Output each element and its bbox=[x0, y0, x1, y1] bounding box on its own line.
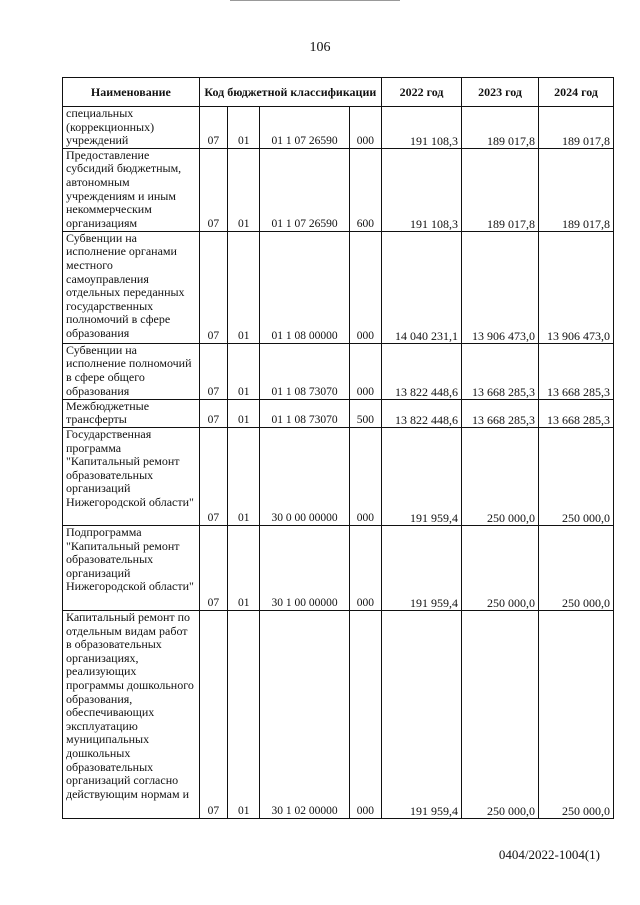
row-name: Межбюджетные трансферты bbox=[63, 399, 200, 427]
row-target: 01 1 08 73070 bbox=[260, 399, 349, 427]
row-target: 30 0 00 00000 bbox=[260, 427, 349, 525]
page-number: 106 bbox=[309, 40, 331, 55]
row-type: 000 bbox=[349, 610, 381, 818]
row-2024: 189 017,8 bbox=[539, 107, 614, 149]
row-section: 07 bbox=[199, 231, 227, 343]
row-name: специальных (коррекционных) учреждений bbox=[63, 107, 200, 149]
scan-artifact-line bbox=[230, 0, 400, 1]
row-type: 000 bbox=[349, 525, 381, 610]
row-2024: 13 668 285,3 bbox=[539, 399, 614, 427]
row-type: 000 bbox=[349, 231, 381, 343]
row-section: 07 bbox=[199, 107, 227, 149]
row-2024: 250 000,0 bbox=[539, 427, 614, 525]
row-subsection: 01 bbox=[228, 107, 260, 149]
row-section: 07 bbox=[199, 148, 227, 231]
row-2023: 250 000,0 bbox=[462, 427, 539, 525]
row-2023: 189 017,8 bbox=[462, 148, 539, 231]
table-row bbox=[63, 610, 614, 818]
row-target: 30 1 00 00000 bbox=[260, 525, 349, 610]
row-2022: 13 822 448,6 bbox=[382, 399, 462, 427]
row-subsection: 01 bbox=[228, 231, 260, 343]
row-section: 07 bbox=[199, 399, 227, 427]
row-2022: 191 108,3 bbox=[382, 148, 462, 231]
row-name: Государственная программа "Капитальный ремонт образовательных организаций Нижегородской области" bbox=[63, 427, 200, 525]
row-name: Предоставление субсидий бюджетным, автономным учреждениям и иным некоммерческим организациям bbox=[63, 148, 200, 231]
row-type: 000 bbox=[349, 427, 381, 525]
budget-table bbox=[62, 77, 614, 819]
row-target: 01 1 07 26590 bbox=[260, 148, 349, 231]
row-2023: 250 000,0 bbox=[462, 610, 539, 818]
header-code: Код бюджетной классификации bbox=[199, 78, 381, 107]
row-2024: 13 668 285,3 bbox=[539, 343, 614, 399]
row-subsection: 01 bbox=[228, 343, 260, 399]
row-subsection: 01 bbox=[228, 427, 260, 525]
row-2022: 191 959,4 bbox=[382, 610, 462, 818]
row-2024: 250 000,0 bbox=[539, 525, 614, 610]
row-type: 600 bbox=[349, 148, 381, 231]
row-section: 07 bbox=[199, 343, 227, 399]
header-name: Наименование bbox=[63, 78, 200, 107]
row-subsection: 01 bbox=[228, 610, 260, 818]
row-name: Подпрограмма "Капитальный ремонт образовательных организаций Нижегородской области" bbox=[63, 525, 200, 610]
table-row bbox=[63, 525, 614, 610]
row-type: 500 bbox=[349, 399, 381, 427]
row-target: 01 1 08 73070 bbox=[260, 343, 349, 399]
row-2022: 14 040 231,1 bbox=[382, 231, 462, 343]
table-row bbox=[63, 427, 614, 525]
row-subsection: 01 bbox=[228, 399, 260, 427]
row-target: 01 1 08 00000 bbox=[260, 231, 349, 343]
table-header-row bbox=[63, 78, 614, 107]
document-code: 0404/2022-1004(1) bbox=[498, 847, 600, 862]
row-2022: 191 959,4 bbox=[382, 525, 462, 610]
row-2024: 250 000,0 bbox=[539, 610, 614, 818]
row-subsection: 01 bbox=[228, 525, 260, 610]
row-name: Капитальный ремонт по отдельным видам работ в образовательных организациях, реализующих программы дошкольного образования, обеспечивающих эксплуатацию муниципальных дошкольных образовательных организаций согласно действующим нормам и bbox=[63, 610, 200, 818]
table-row bbox=[63, 231, 614, 343]
row-name: Субвенции на исполнение органами местного самоуправления отдельных переданных государственных полномочий в сфере образования bbox=[63, 231, 200, 343]
row-section: 07 bbox=[199, 610, 227, 818]
table-row bbox=[63, 107, 614, 149]
row-name: Субвенции на исполнение полномочий в сфере общего образования bbox=[63, 343, 200, 399]
header-2023: 2023 год bbox=[462, 78, 539, 107]
row-section: 07 bbox=[199, 427, 227, 525]
row-2022: 191 108,3 bbox=[382, 107, 462, 149]
row-type: 000 bbox=[349, 343, 381, 399]
table-row bbox=[63, 148, 614, 231]
row-2022: 191 959,4 bbox=[382, 427, 462, 525]
row-target: 01 1 07 26590 bbox=[260, 107, 349, 149]
row-target: 30 1 02 00000 bbox=[260, 610, 349, 818]
header-2022: 2022 год bbox=[382, 78, 462, 107]
row-2023: 13 668 285,3 bbox=[462, 343, 539, 399]
row-type: 000 bbox=[349, 107, 381, 149]
row-2023: 250 000,0 bbox=[462, 525, 539, 610]
row-2023: 13 906 473,0 bbox=[462, 231, 539, 343]
table-row bbox=[63, 399, 614, 427]
row-2024: 189 017,8 bbox=[539, 148, 614, 231]
table-row bbox=[63, 343, 614, 399]
row-2023: 189 017,8 bbox=[462, 107, 539, 149]
row-2022: 13 822 448,6 bbox=[382, 343, 462, 399]
row-section: 07 bbox=[199, 525, 227, 610]
row-2024: 13 906 473,0 bbox=[539, 231, 614, 343]
row-subsection: 01 bbox=[228, 148, 260, 231]
header-2024: 2024 год bbox=[539, 78, 614, 107]
row-2023: 13 668 285,3 bbox=[462, 399, 539, 427]
